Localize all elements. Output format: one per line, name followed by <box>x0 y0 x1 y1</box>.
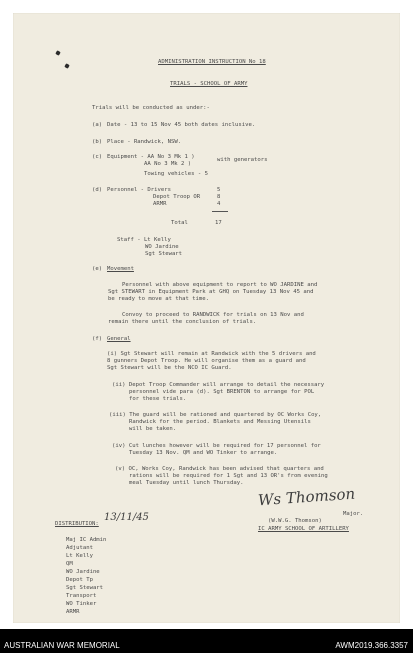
footer-credit: AUSTRALIAN WAR MEMORIAL <box>4 641 120 650</box>
footer-accession-number: AWM2019.366.3357 <box>335 641 408 650</box>
distribution-item: Sgt Stewart <box>66 585 104 591</box>
para-a-text: Date - 13 to 15 Nov 45 both dates inclusive. <box>107 122 256 128</box>
para-c-aa2: AA No 3 Mk 2 ) <box>144 161 192 167</box>
para-e-line: be ready to move at that time. <box>108 296 210 302</box>
para-f-line: (iv) Cut lunches however will be required for 17 personnel for <box>112 443 321 449</box>
para-f-title: General <box>107 336 131 342</box>
para-f-line: (iii) The guard will be rationed and quartered by OC Works Coy, <box>109 412 322 418</box>
distribution-item: Transport <box>66 593 97 599</box>
para-f-line: (i) Sgt Stewart will remain at Randwick with the 5 drivers and <box>107 351 316 357</box>
para-f-line: personnel vide para (d). Sgt BRENTON to arrange for POL <box>129 389 315 395</box>
para-c-towing: Towing vehicles - 5 <box>144 171 208 177</box>
punch-hole <box>55 50 60 55</box>
footer-bar <box>0 629 413 653</box>
handwritten-date: 13/11/45 <box>104 512 149 523</box>
staff-stewart: Sgt Stewart <box>145 251 183 257</box>
distribution-item: Lt Kelly <box>66 553 93 559</box>
para-d-total-count: 17 <box>215 220 222 226</box>
distribution-item: WO Tinker <box>66 601 97 607</box>
para-f-line: rations will be required for 1 Sgt and 13 OR's from evening <box>129 473 328 479</box>
para-d-personnel: Personnel - Drivers <box>107 187 171 193</box>
staff-line: Staff - Lt Kelly <box>117 237 171 243</box>
distribution-item: WO Jardine <box>66 569 100 575</box>
para-f-line: Randwick for the period. Blankets and Messing Utensils <box>129 419 311 425</box>
doc-subtitle: TRIALS - SCHOOL OF ARMY <box>170 81 248 87</box>
distribution-item: QM <box>66 561 73 567</box>
para-f-line: meal Tuesday until lunch Thursday. <box>129 480 244 486</box>
para-d-armr: ARMR <box>153 201 167 207</box>
para-b-text: Place - Randwick, NSW. <box>107 139 182 145</box>
para-d-depot: Depot Troop OR <box>153 194 201 200</box>
para-e-title: Movement <box>107 266 134 272</box>
para-c-equipment: Equipment - AA No 3 Mk 1 ) <box>107 154 195 160</box>
para-d-depot-count: 8 <box>217 194 221 200</box>
distribution-item: ARMR <box>66 609 80 615</box>
para-e-label: (e) <box>92 266 103 272</box>
para-a-label: (a) <box>92 122 103 128</box>
para-f-line: 8 gunners Depot Troop. He will organise them as a guard and <box>107 358 306 364</box>
para-e-line: Convoy to proceed to RANDWICK for trials on 13 Nov and <box>122 312 304 318</box>
distribution-item: Depot Tp <box>66 577 93 583</box>
para-f-line: Sgt Stewart will be the NCO IC Guard. <box>107 365 232 371</box>
para-f-line: for these trials. <box>129 396 187 402</box>
doc-intro: Trials will be conducted as under:- <box>92 105 210 111</box>
para-e-line: remain there until the conclusion of trials. <box>108 319 257 325</box>
punch-hole <box>64 63 69 68</box>
signature: Ws Thomson <box>257 484 356 510</box>
para-e-line: Personnel with above equipment to report to WO JARDINE and <box>122 282 318 288</box>
para-d-armr-count: 4 <box>217 201 221 207</box>
para-d-label: (d) <box>92 187 103 193</box>
para-d-total-label: Total <box>171 220 188 226</box>
staff-jardine: WO Jardine <box>145 244 179 250</box>
para-b-label: (b) <box>92 139 103 145</box>
para-f-line: (v) OC, Works Coy, Randwick has been advised that quarters and <box>115 466 324 472</box>
signer-name: (W.W.G. Thomson) <box>268 518 322 524</box>
para-f-line: (ii) Depot Troop Commander will arrange to detail the necessary <box>112 382 325 388</box>
doc-title: ADMINISTRATION INSTRUCTION No 18 <box>158 59 266 65</box>
signer-rank: Major. <box>343 511 364 517</box>
para-f-line: will be taken. <box>129 426 177 432</box>
signer-unit: IC ARMY SCHOOL OF ARTILLERY <box>258 526 349 532</box>
distribution-item: Maj IC Admin <box>66 537 107 543</box>
distribution-item: Adjutant <box>66 545 93 551</box>
distribution-title: DISTRIBUTION: <box>55 521 99 527</box>
para-f-line: Tuesday 13 Nov. QM and WO Tinker to arrange. <box>129 450 278 456</box>
para-f-label: (f) <box>92 336 103 342</box>
para-c-generators: with generators <box>217 157 268 163</box>
total-rule <box>212 211 228 212</box>
para-c-label: (c) <box>92 154 103 160</box>
para-d-drivers-count: 5 <box>217 187 221 193</box>
para-e-line: Sgt STEWART in Equipment Park at GHQ on Tuesday 13 Nov 45 and <box>108 289 314 295</box>
